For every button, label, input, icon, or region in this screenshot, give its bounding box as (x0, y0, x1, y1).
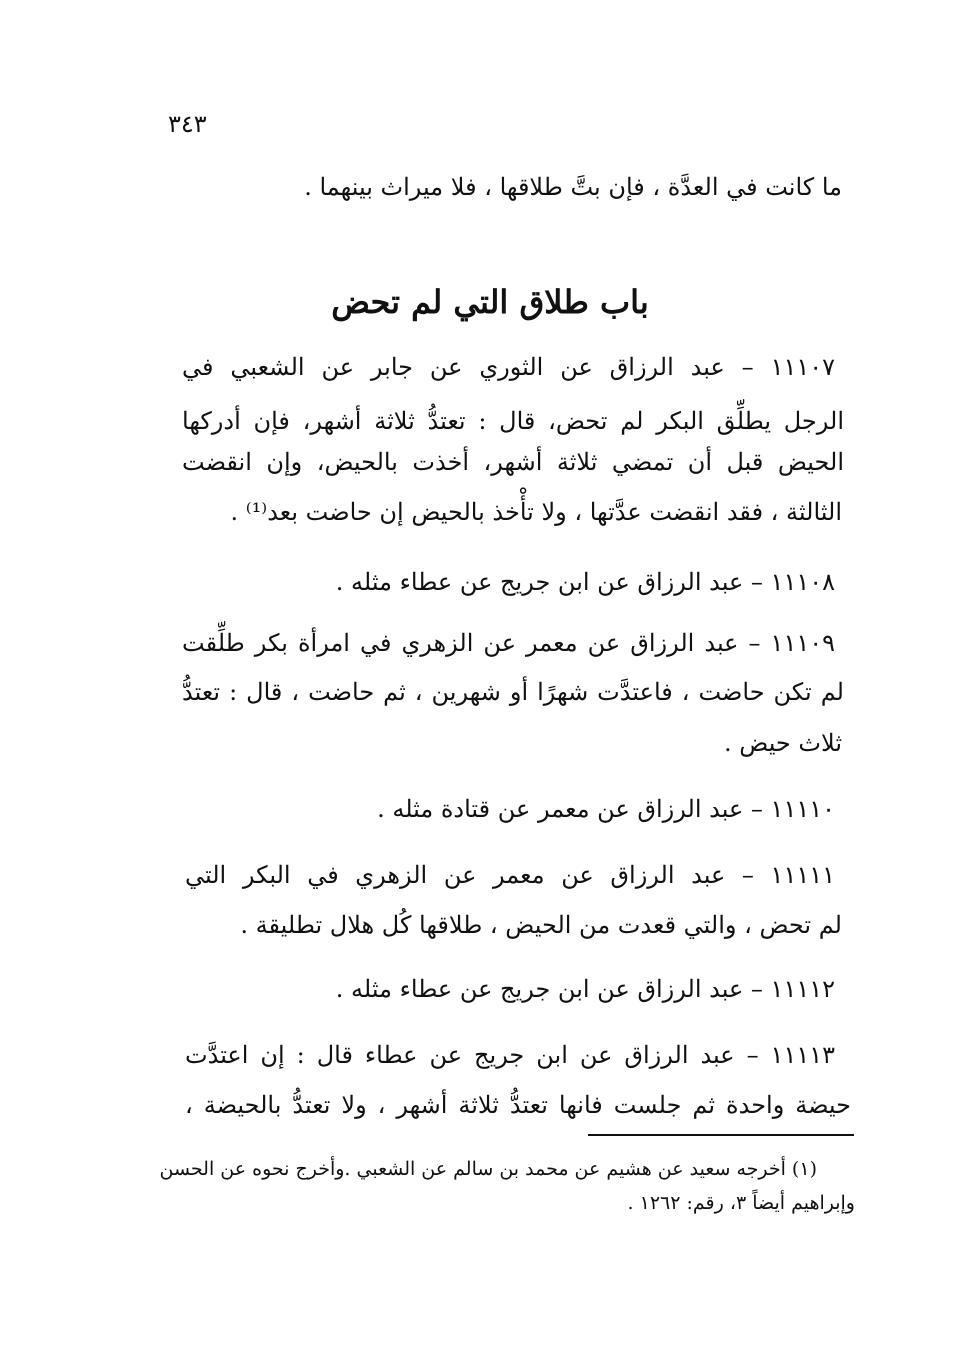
hadith-11107-line-1: ١١١٠٧ – عبد الرزاق عن الثوري عن جابر عن الشعبي في (182, 353, 836, 381)
hadith-11109-line-2: لم تكن حاضت ، فاعتدَّت شهرًا أو شهرين ، ثم حاضت ، قال : تعتدُّ (182, 678, 844, 706)
hadith-11112-line: ١١١١٢ – عبد الرزاق عن ابن جريج عن عطاء مثله . (335, 975, 835, 1003)
footnote-line-2: وإبراهيم أيضاً ٣، رقم: ١٢٦٢ . (627, 1192, 855, 1214)
hadith-11107-line-4: الثالثة ، فقد انقضت عدَّتها ، ولا تأْخذ بالحيض إن حاضت بعد⁽¹⁾ . (230, 498, 842, 526)
hadith-11109-line-1: ١١١٠٩ – عبد الرزاق عن معمر عن الزهري في امرأة بكر طلِّقت (182, 629, 835, 657)
section-heading: باب طلاق التي لم تحض (331, 283, 649, 321)
hadith-11107-line-2: الرجل يطلِّق البكر لم تحض، قال : تعتدُّ ثلاثة أشهر، فإن أدركها (182, 407, 844, 435)
hadith-11113-line-1: ١١١١٣ – عبد الرزاق عن ابن جريج عن عطاء قال : إن اعتدَّت (185, 1041, 835, 1069)
hadith-11113-line-2: حيضة واحدة ثم جلست فانها تعتدُّ ثلاثة أشهر ، ولا تعتدُّ بالحيضة ، (185, 1091, 851, 1119)
hadith-11108-line: ١١١٠٨ – عبد الرزاق عن ابن جريج عن عطاء مثله . (335, 568, 835, 596)
hadith-11107-line-3: الحيض قبل أن تمضي ثلاثة أشهر، أخذت بالحيض، وإن انقضت (182, 448, 844, 476)
footnote-line-1: (١) أخرجه سعيد عن هشيم عن محمد بن سالم عن الشعبي .وأخرج نحوه عن الحسن (159, 1158, 817, 1180)
footnote-separator (588, 1134, 854, 1136)
hadith-11109-line-3: ثلاث حيض . (724, 729, 842, 757)
carryover-line: ما كانت في العدَّة ، فإن بتَّ طلاقها ، فلا ميراث بينهما . (304, 173, 842, 201)
page-number: ٣٤٣ (168, 110, 207, 138)
hadith-11110-line: ١١١١٠ – عبد الرزاق عن معمر عن قتادة مثله . (377, 795, 835, 823)
hadith-11111-line-1: ١١١١١ – عبد الرزاق عن معمر عن الزهري في البكر التي (185, 861, 835, 889)
hadith-11111-line-2: لم تحض ، والتي قعدت من الحيض ، طلاقها كُل هلال تطليقة . (240, 911, 842, 939)
